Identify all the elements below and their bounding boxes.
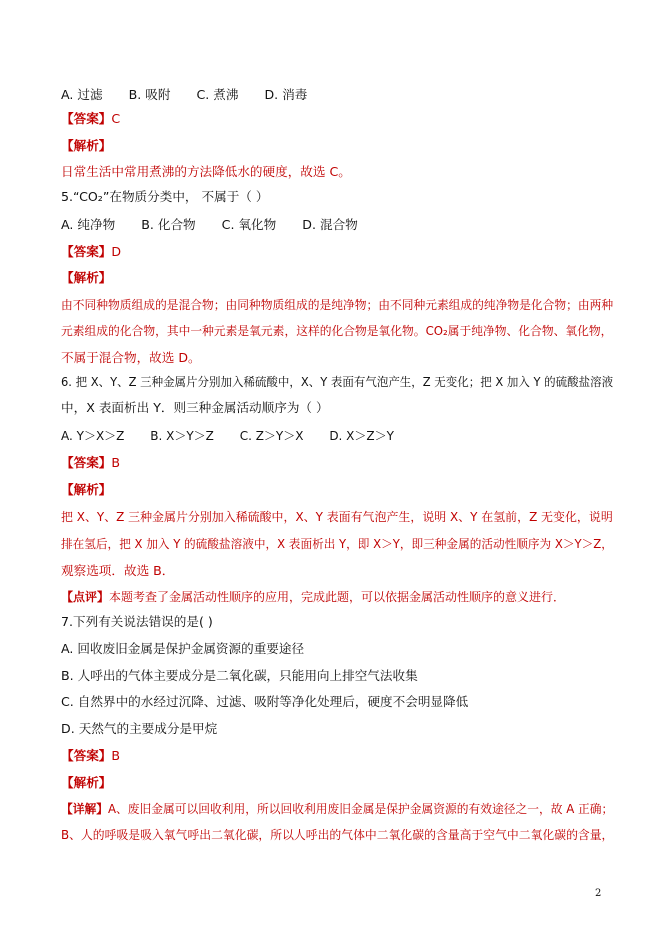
- detail-text: A、废旧金属可以回收利用，所以回收利用废旧金属是保护金属资源的有效途径之一，故 A 正确；: [108, 802, 614, 816]
- q5-analysis-line-3: 不属于混合物，故选 D。: [61, 350, 201, 365]
- q4-answer: [61, 111, 120, 127]
- answer-tag: 【答案】: [61, 244, 112, 259]
- answer-tag: 【答案】: [61, 748, 112, 763]
- answer-value: D: [111, 244, 122, 259]
- comment-tag: 【点评】: [61, 590, 110, 604]
- q6-analysis-line-3: 观察选项．故选 B．: [61, 563, 175, 578]
- q5-options: [61, 217, 358, 233]
- q7-analysis-heading: [61, 775, 111, 791]
- analysis-tag: 【解析】: [61, 138, 112, 153]
- q7-detail-line-2: B、人的呼吸是吸入氧气呼出二氧化碳，所以人呼出的气体中二氧化碳的含量高于空气中二氧化碳的含量，: [61, 828, 614, 842]
- q6-comment: [61, 589, 565, 605]
- answer-value: B: [111, 748, 121, 763]
- q4-option-d: D. 消毒: [264, 87, 308, 102]
- q5-analysis-heading: [61, 270, 111, 286]
- answer-value: C: [111, 111, 121, 126]
- q7-stem: 7.下列有关说法错误的是( ): [61, 614, 213, 629]
- answer-tag: 【答案】: [61, 455, 112, 470]
- q5-option-b: B. 化合物: [141, 217, 196, 232]
- q5-option-c: C. 氧化物: [221, 217, 277, 232]
- analysis-tag: 【解析】: [61, 775, 112, 790]
- q7-option-c: C. 自然界中的水经过沉降、过滤、吸附等净化处理后，硬度不会明显降低: [61, 694, 469, 709]
- detail-tag: 【详解】: [61, 802, 109, 816]
- q7-answer: [61, 748, 120, 764]
- q5-option-a: A. 纯净物: [61, 217, 116, 232]
- q6-stem-line-2: 中，X 表面析出 Y．则三种金属活动顺序为（ ）: [61, 400, 329, 415]
- q6-option-b: B. X＞Y＞Z: [150, 429, 214, 443]
- q6-option-a: A. Y＞X＞Z: [61, 429, 125, 443]
- q5-stem: 5.“CO₂”在物质分类中， 不属于（ ）: [61, 189, 269, 204]
- q4-options: [61, 87, 307, 103]
- q4-analysis-text: 日常生活中常用煮沸的方法降低水的硬度，故选 C。: [61, 164, 351, 179]
- answer-tag: 【答案】: [61, 111, 112, 126]
- q6-analysis-line-2: 排在氢后，把 X 加入 Y 的硫酸盐溶液中，X 表面析出 Y，即 X＞Y，即三种金属的活动性顺序为 X＞Y＞Z，: [61, 537, 613, 551]
- page-number: 2: [595, 888, 602, 899]
- q6-option-c: C. Z＞Y＞X: [239, 429, 304, 443]
- q6-option-d: D. X＞Z＞Y: [329, 429, 394, 443]
- q5-answer: [61, 244, 121, 260]
- q4-analysis-heading: [61, 138, 111, 154]
- q6-answer: [61, 455, 120, 471]
- q6-stem-line-1: 6. 把 X、Y、Z 三种金属片分别加入稀硫酸中，X、Y 表面有气泡产生，Z 无变化；把 X 加入 Y 的硫酸盐溶液: [61, 375, 614, 389]
- q6-analysis-heading: [61, 482, 111, 498]
- q6-options: [61, 428, 394, 444]
- q5-analysis-line-2: 元素组成的化合物，其中一种元素是氧元素，这样的化合物是氧化物。CO₂属于纯净物、化合物、氧化物，: [61, 324, 613, 338]
- comment-text: 本题考查了金属活动性顺序的应用，完成此题，可以依据金属活动性顺序的意义进行．: [109, 590, 566, 604]
- q7-option-b: B. 人呼出的气体主要成分是二氧化碳，只能用向上排空气法收集: [61, 668, 418, 683]
- answer-value: B: [111, 455, 121, 470]
- q4-option-a: A. 过滤: [61, 87, 103, 102]
- q4-option-c: C. 煮沸: [196, 87, 239, 102]
- analysis-tag: 【解析】: [61, 270, 112, 285]
- q6-analysis-line-1: 把 X、Y、Z 三种金属片分别加入稀硫酸中，X、Y 表面有气泡产生，说明 X、Y 在氢前，Z 无变化，说明: [61, 510, 613, 524]
- q7-option-a: A. 回收废旧金属是保护金属资源的重要途径: [61, 641, 305, 656]
- q5-option-d: D. 混合物: [302, 217, 358, 232]
- analysis-tag: 【解析】: [61, 482, 112, 497]
- q7-option-d: D. 天然气的主要成分是甲烷: [61, 721, 218, 736]
- q7-detail-line-1: [61, 801, 613, 817]
- q4-option-b: B. 吸附: [128, 87, 171, 102]
- q5-analysis-line-1: 由不同种物质组成的是混合物；由同种物质组成的是纯净物；由不同种元素组成的纯净物是化合物；由两种: [61, 298, 614, 312]
